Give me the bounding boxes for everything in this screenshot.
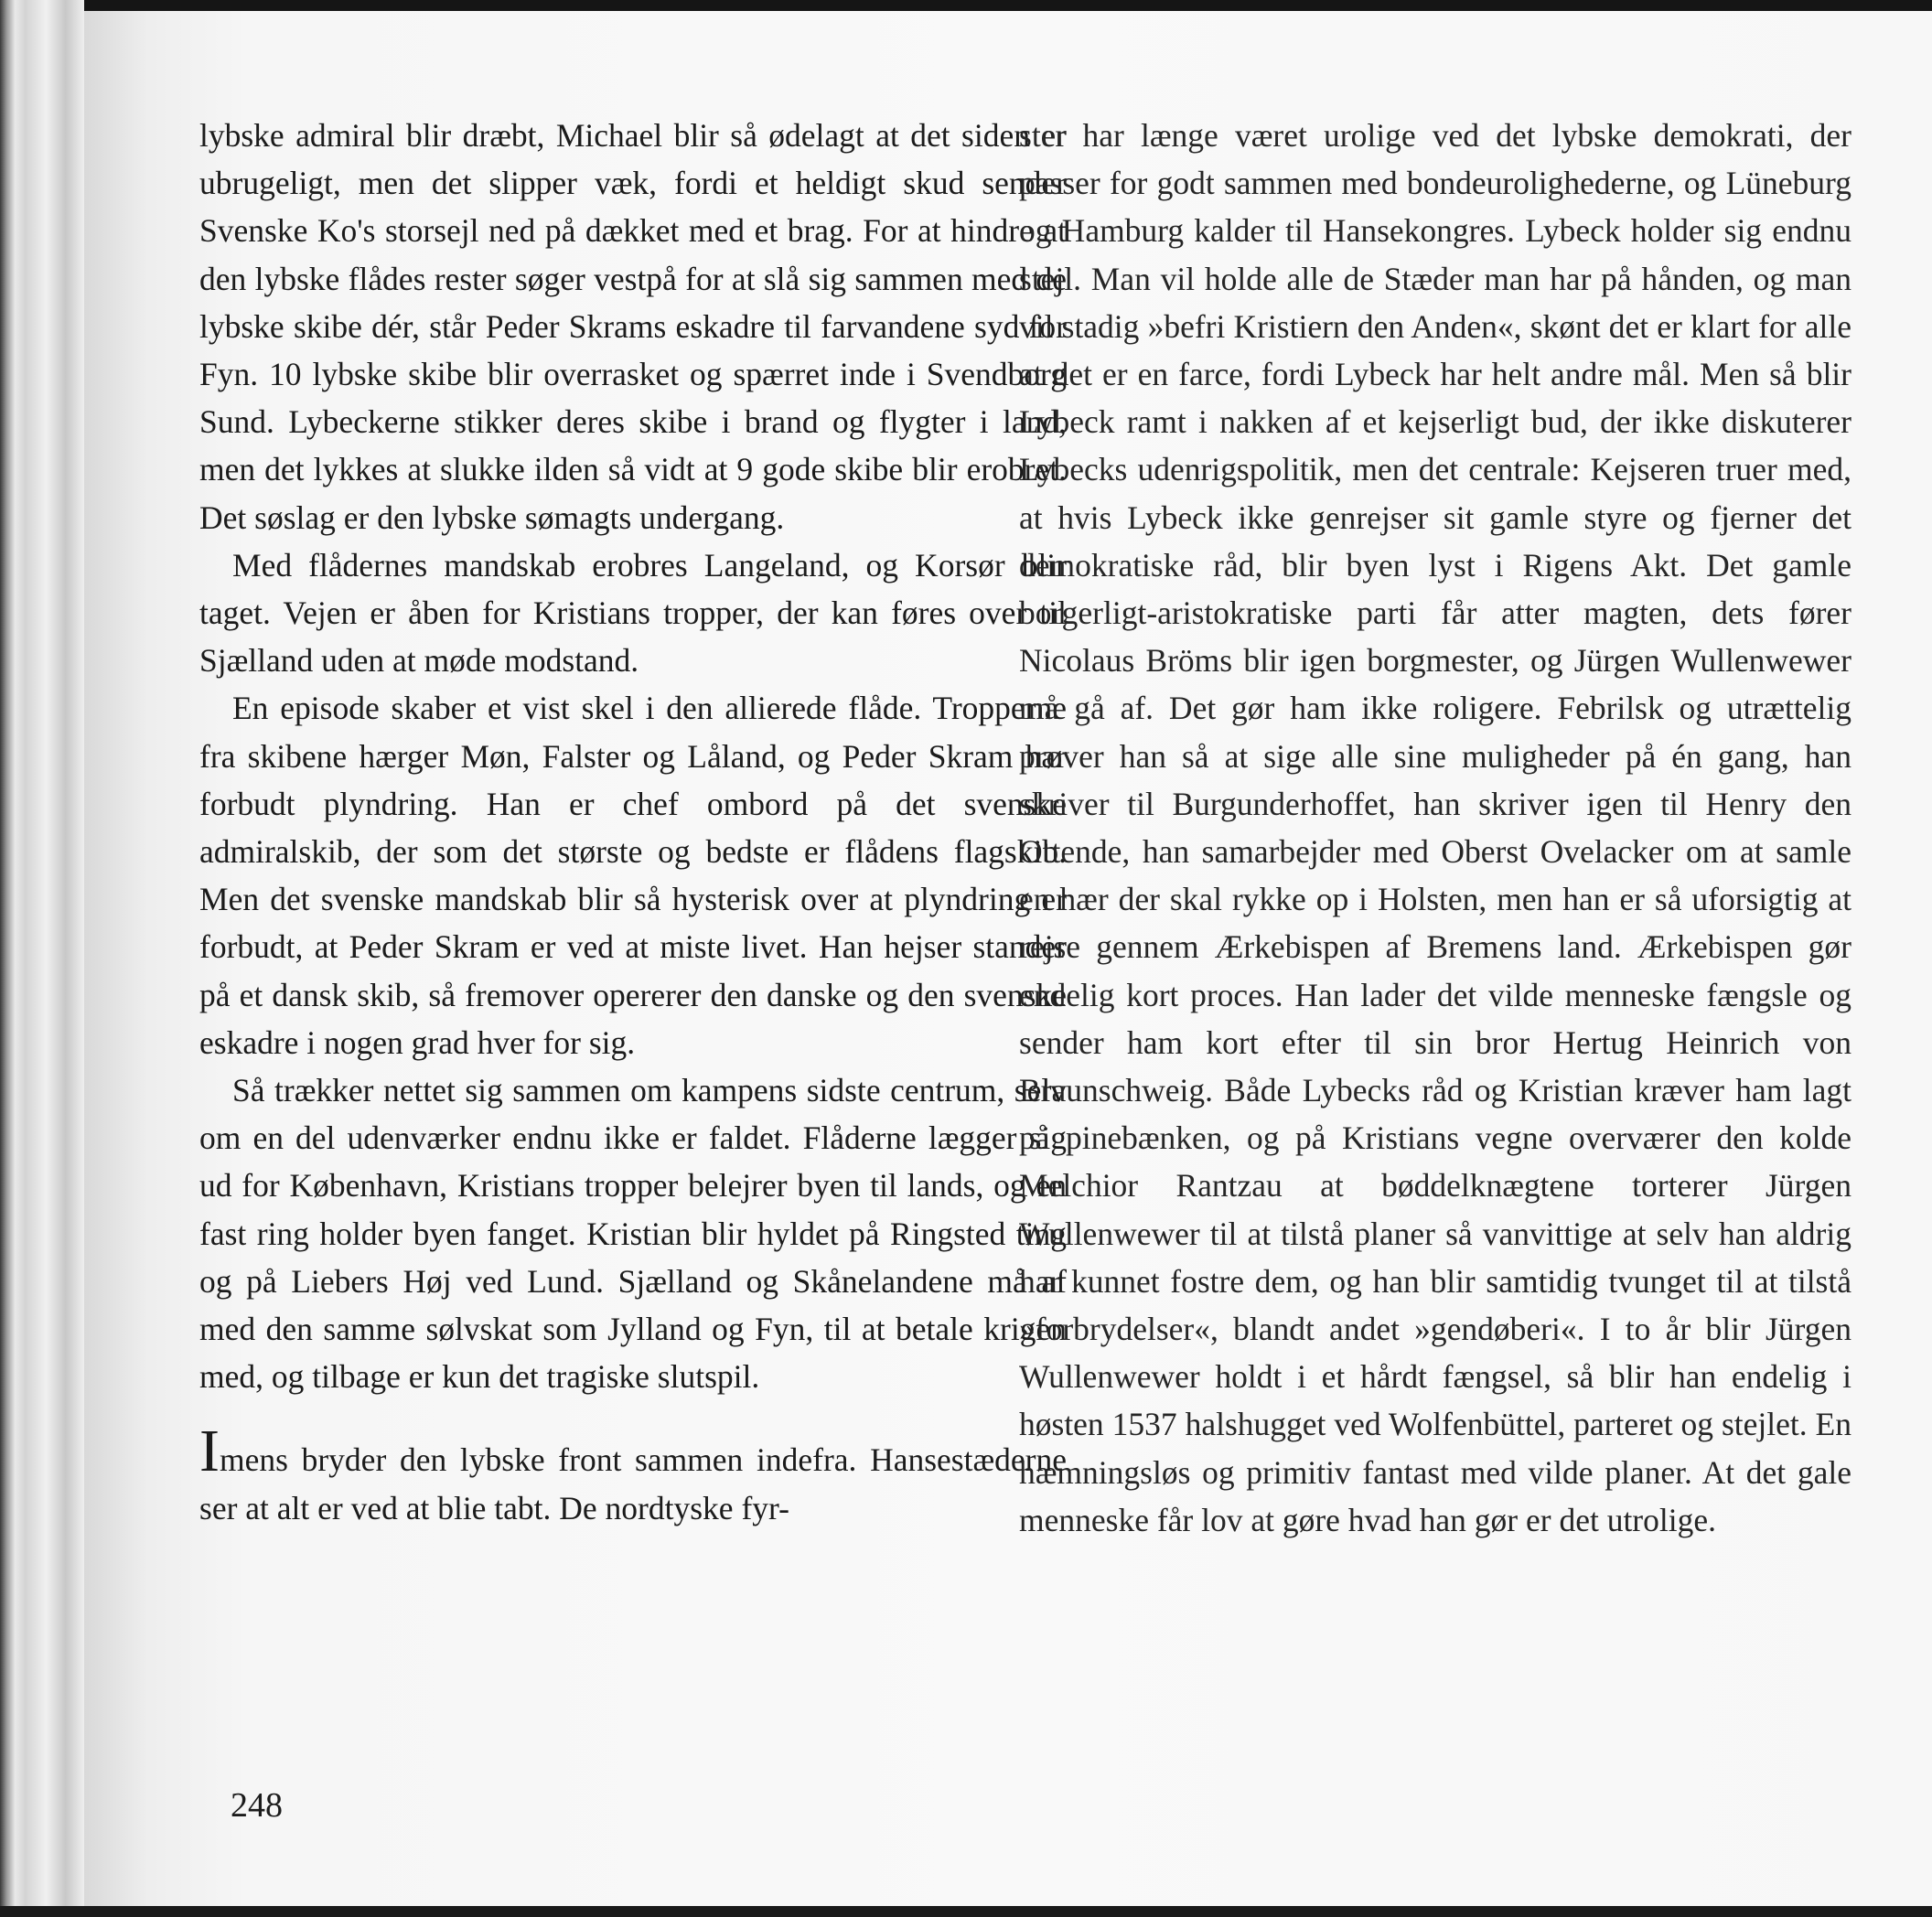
paragraph: Så trækker nettet sig sammen om kampens sidste centrum, selv om en del udenværker endnu ikke er faldet. Flåderne lægger sig ud for København, Kristians tropper belejrer byen til lands, og en fast ring holder byen fanget. Kristian blir hyldet på Ringsted ting og på Liebers Høj ved Lund. Sjælland og Skånelandene må af med den samme sølvskat som Jylland og Fyn, til at betale krigen med, og tilbage er kun det tragiske slutspil. bbox=[199, 1072, 1067, 1396]
drop-cap: I bbox=[199, 1418, 220, 1485]
book-binding-gutter bbox=[0, 0, 84, 1906]
page-number: 248 bbox=[231, 1786, 283, 1825]
section-start-paragraph bbox=[199, 1418, 1067, 1531]
paragraph: En episode skaber et vist skel i den allierede flåde. Tropperne fra skibene hærger Møn, Falster og Låland, og Peder Skram har forbudt plyndring. Han er chef ombord på det svenske admiralskib, der som det største og bedste er flådens flagskib. Men det svenske mandskab blir så hysterisk over at plyndring er forbudt, at Peder Skram er ved at miste livet. Han hejser stander på et dansk skib, så fremover opererer den danske og den svenske eskadre i nogen grad hver for sig. bbox=[199, 690, 1067, 1061]
left-text-column bbox=[199, 112, 1067, 1532]
book-page bbox=[84, 11, 1932, 1906]
paragraph: Med flådernes mandskab erobres Langeland, og Korsør blir taget. Vejen er åben for Kristians tropper, der kan føres over til Sjælland uden at møde modstand. bbox=[199, 546, 1067, 680]
paragraph: ster har længe været urolige ved det lybske demokrati, der passer for godt sammen med bondeurolighederne, og Lüneburg og Hamburg kalder til Hansekongres. Lybeck holder sig endnu stejl. Man vil holde alle de Stæder man har på hånden, og man vil stadig »befri Kristiern den Anden«, skønt det er klart for alle at det er en farce, fordi Lybeck har helt andre mål. Men så blir Lybeck ramt i nakken af et kejserligt bud, der ikke diskuterer Lybecks udenrigspolitik, men det centrale: Kejseren truer med, at hvis Lybeck ikke genrejser sit gamle styre og fjerner det demokratiske råd, blir byen lyst i Rigens Akt. Det gamle borgerligt-aristokratiske parti får atter magten, dets fører Nicolaus Bröms blir igen borgmester, og Jürgen Wullenwewer må gå af. Det gør ham ikke roligere. Febrilsk og utrættelig prøver han så at sige alle sine muligheder på én gang, han skriver til Burgunderhoffet, han skriver igen til Henry den Ottende, han samarbejder med Oberst Ovelacker om at samle en hær der skal rykke op i Holsten, men han er så uforsigtig at rejse gennem Ærkebispen af Bremens land. Ærkebispen gør endelig kort proces. Han lader det vilde menneske fængsle og sender ham kort efter til sin bror Hertug Heinrich von Braunschweig. Både Lybecks råd og Kristian kræver ham lagt på pinebænken, og på Kristians vegne overværer den kolde Melchior Rantzau at bøddelknægtene torterer Jürgen Wullenwewer til at tilstå planer så vanvittige at selv han aldrig har kunnet fostre dem, og han blir samtidig tvunget til at tilstå »forbrydelser«, blandt andet »gendøberi«. I to år blir Jürgen Wullenwewer holdt i et hårdt fængsel, så blir han endelig i høsten 1537 halshugget ved Wolfenbüttel, parteret og stejlet. En hæmningsløs og primitiv fantast med vilde planer. At det gale menneske får lov at gøre hvad han gør er det utrolige. bbox=[1019, 117, 1852, 1538]
right-text-column bbox=[1019, 112, 1852, 1544]
paragraph: lybske admiral blir dræbt, Michael blir så ødelagt at det siden er ubrugeligt, men det slipper væk, fordi et heldigt skud sender Svenske Ko's storsejl ned på dækket med et brag. For at hindre at den lybske flådes rester søger vestpå for at slå sig sammen med de lybske skibe dér, står Peder Skrams eskadre til farvandene syd for Fyn. 10 lybske skibe blir overrasket og spærret inde i Svendborg Sund. Lybeckerne stikker deres skibe i brand og flygter i land, men det lykkes at slukke ilden så vidt at 9 gode skibe blir erobret. Det søslag er den lybske sømagts undergang. bbox=[199, 117, 1067, 536]
paragraph-text: mens bryder den lybske front sammen indefra. Hansestæderne ser at alt er ved at blie tabt. De nordtyske fyr- bbox=[199, 1441, 1067, 1526]
